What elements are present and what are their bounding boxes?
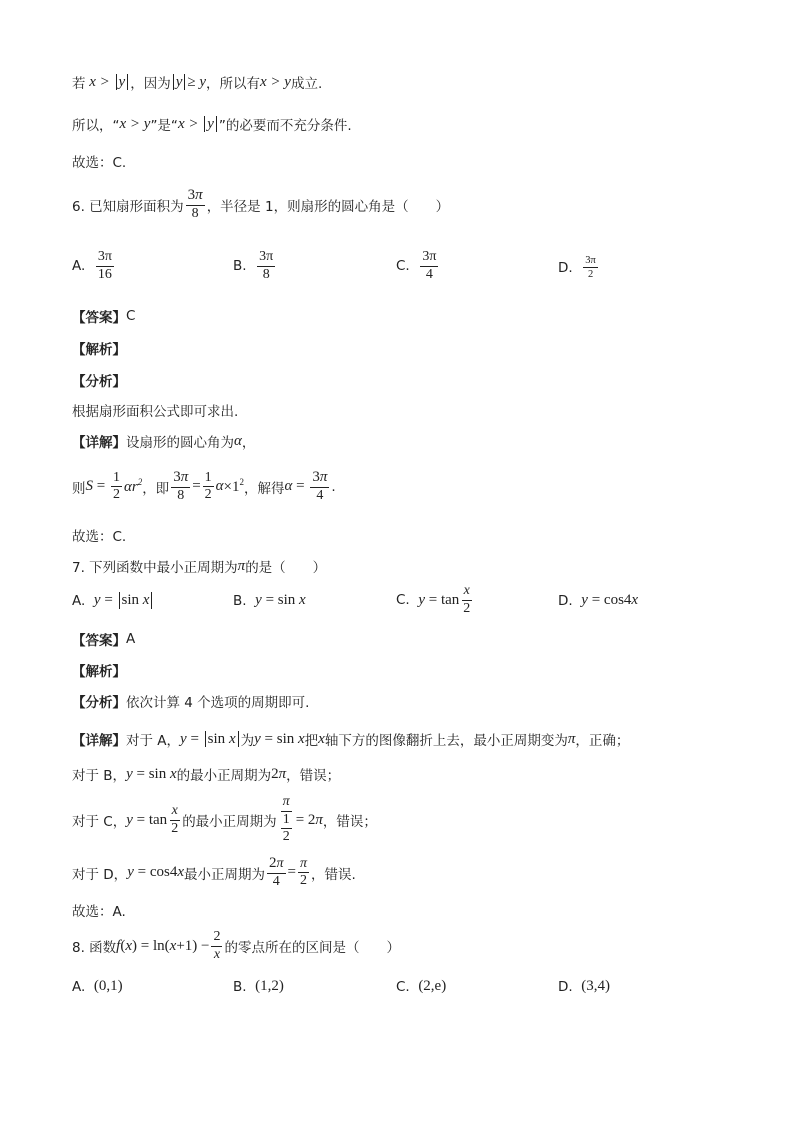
fraction-1-2: $\frac{1}{2}$ — [204, 469, 212, 503]
option-interval: (3,4) — [581, 978, 611, 994]
math-2pi: 2π — [271, 765, 287, 782]
q8-option-d — [558, 978, 610, 995]
option-interval: (0,1) — [93, 978, 123, 994]
option-label: C. — [396, 592, 410, 609]
answer-tag: 【答案】 — [72, 633, 126, 649]
intro-line-2 — [72, 114, 352, 134]
text: 对于 C， — [72, 814, 127, 831]
text: ， — [241, 435, 256, 451]
option-label: B. — [233, 592, 247, 609]
text: 故选：C. — [72, 155, 127, 171]
text: 对于 D， — [72, 866, 128, 883]
math-y-cos4x: y — [127, 864, 134, 881]
option-label: C. — [396, 258, 410, 275]
q6-fenxi — [72, 400, 238, 420]
text: 对于 B， — [72, 768, 127, 784]
text: ”是“ — [150, 118, 178, 134]
detail-tag: 【详解】 — [72, 733, 126, 749]
fraction-3pi-over-8: $\frac{3\pi}{8}$ — [187, 187, 203, 221]
q7-fenxi — [72, 691, 309, 711]
math-y-sinx: y — [254, 730, 261, 747]
math-x-gt-abs-y: x > y — [86, 74, 131, 91]
text: ，因为 — [130, 76, 171, 92]
text: 设扇形的圆心角为 — [126, 435, 234, 451]
math-y-abs-sinx: y — [180, 730, 187, 747]
q6-option-b — [233, 250, 277, 282]
math-alpha: α — [284, 478, 293, 495]
q7-detail-a: 【详解】 对于 A， y = sin x 为 y = sin x 把 x 轴下方的图像翻折上去，最小正周期变为 π ，正确； — [72, 730, 630, 749]
option-fraction: $\frac{3\pi}{2}$ — [585, 255, 596, 281]
q6-option-c — [396, 250, 440, 282]
fenxi-tag: 【分析】 — [72, 374, 126, 390]
option-label: A. — [72, 258, 86, 275]
text: 8. 函数 — [72, 940, 117, 957]
math-alpha-r2: $\alpha r^2$ — [123, 477, 143, 496]
fraction-2pi-over-4: $\frac{2\pi}{4}$ — [269, 855, 284, 889]
option-label: A. — [72, 592, 86, 609]
text: 为 — [240, 733, 255, 749]
answer-value: C — [126, 308, 136, 324]
fraction-2-over-x: $\frac{2}{x}$ — [213, 929, 221, 962]
option-label: C. — [396, 978, 410, 995]
q6-stem — [72, 188, 449, 221]
analysis-tag: 【解析】 — [72, 664, 126, 680]
option-label: A. — [72, 978, 86, 995]
text: ，解得 — [244, 480, 285, 497]
math-y-abs-sinx: y — [93, 592, 101, 608]
text: 把 — [304, 733, 319, 749]
q6-option-d — [558, 255, 600, 280]
q8-option-a — [72, 978, 123, 995]
q7-answer — [72, 629, 135, 649]
text: 故选：A. — [72, 904, 126, 920]
math-y-tan: y — [418, 591, 425, 608]
text: 6. 已知扇形面积为 — [72, 198, 184, 215]
q6-answer — [72, 306, 135, 326]
text: 的是（ ） — [245, 560, 327, 576]
fenxi-tag: 【分析】 — [72, 695, 126, 711]
q7-option-c: C. y = tan $\frac{x}{2}$ — [396, 583, 471, 616]
text: ，正确； — [575, 733, 630, 749]
q7-detail-b: 对于 B， y = sin x 的最小正周期为 2π ，错误； — [72, 765, 341, 784]
answer-value: A — [126, 631, 136, 647]
math-area-formula: S — [85, 478, 93, 495]
math-pi: π — [237, 557, 246, 574]
q7-stem — [72, 556, 326, 576]
math-alpha-times-1sq: α — [215, 478, 224, 495]
math-x-gt-abs-y: x > y — [178, 116, 219, 133]
option-interval: (1,2) — [255, 978, 284, 994]
q6-detail-1 — [72, 431, 255, 451]
text: 最小正周期为 — [184, 866, 265, 883]
q6-detail-2: 则 S = $\frac{1}{2}$ $\alpha r^2$ ，即 $\frac{3\pi}{8}$ = $\frac{1}{2}$ α $\times 1^2$ ，解得 α = $\frac{3\pi}{4}$ . — [72, 469, 336, 503]
text: 对于 A， — [126, 733, 181, 749]
q8-stem: 8. 函数 f (x) = ln(x+1) − $\frac{2}{x}$ 的零点所在的区间是（ ） — [72, 929, 400, 962]
text: . — [331, 478, 336, 495]
fraction-x-over-2: $\frac{x}{2}$ — [463, 583, 471, 616]
math-x: x — [318, 730, 325, 747]
text: 的最小正周期为 — [176, 768, 272, 784]
math-alpha: α — [234, 432, 242, 449]
text: 故选：C. — [72, 529, 127, 545]
option-label: D. — [558, 592, 573, 609]
text: 成立. — [290, 76, 323, 92]
text: 若 — [72, 76, 86, 92]
math-y-sinx: y — [126, 765, 133, 782]
answer-tag: 【答案】 — [72, 310, 126, 326]
analysis-tag: 【解析】 — [72, 342, 126, 358]
q8-option-b — [233, 978, 284, 995]
text: 的零点所在的区间是（ ） — [224, 940, 400, 957]
math-y-tan: y — [126, 811, 133, 828]
math-abs-y-ge-y: y ≥ y — [171, 74, 206, 91]
math-x-gt-y: x > y — [119, 115, 151, 132]
text: ，即 — [142, 480, 170, 497]
option-fraction: $\frac{3\pi}{8}$ — [259, 249, 274, 282]
text: 7. 下列函数中最小正周期为 — [72, 560, 238, 576]
q6-analysis-tag — [72, 338, 126, 358]
math-function-f: f — [116, 937, 121, 954]
option-fraction: $\frac{3\pi}{16}$ — [97, 249, 112, 282]
option-label: B. — [233, 258, 247, 275]
q8-option-c — [396, 978, 446, 995]
text: ，错误. — [311, 866, 356, 883]
text: 所以，“ — [72, 118, 120, 134]
option-label: B. — [233, 978, 247, 995]
text: 轴下方的图像翻折上去，最小正周期变为 — [324, 733, 568, 749]
option-label: D. — [558, 259, 573, 276]
fraction-x-over-2: $\frac{x}{2}$ — [171, 802, 179, 836]
q7-detail-c: 对于 C， y = tan $\frac{x}{2}$ 的最小正周期为 $\frac{\pi}{\frac{1}{2}}$ = 2π ，错误； — [72, 794, 377, 845]
q7-option-d: D. y = cos4x — [558, 592, 639, 609]
text: ，所以有 — [206, 76, 261, 92]
option-fraction: $\frac{3\pi}{4}$ — [422, 249, 437, 282]
intro-line-1 — [72, 72, 322, 92]
intro-line-3 — [72, 151, 126, 171]
q7-detail-d: 对于 D， y = cos4x 最小正周期为 $\frac{2\pi}{4}$ = $\frac{\pi}{2}$ ，错误. — [72, 855, 356, 889]
option-interval: (2,e) — [418, 978, 447, 994]
fraction-pi-over-half: $\frac{\pi}{\frac{1}{2}}$ — [282, 794, 290, 845]
q6-option-a — [72, 250, 116, 282]
detail-tag: 【详解】 — [72, 435, 126, 451]
math-y-sinx: y — [255, 592, 262, 608]
fraction-3pi-over-8: $\frac{3\pi}{8}$ — [173, 469, 189, 503]
text: ，错误； — [322, 814, 377, 831]
text: 根据扇形面积公式即可求出. — [72, 404, 239, 420]
fraction-1-2: $\frac{1}{2}$ — [112, 469, 120, 503]
math-x-gt-y: x > y — [260, 73, 291, 90]
text: 依次计算 4 个选项的周期即可. — [126, 695, 310, 711]
fraction-pi-over-2: $\frac{\pi}{2}$ — [299, 855, 307, 889]
text: 的最小正周期为 — [182, 814, 277, 831]
math-pi: π — [567, 730, 576, 747]
text: ，错误； — [286, 768, 341, 784]
option-label: D. — [558, 978, 573, 995]
q7-analysis-tag — [72, 660, 126, 680]
q7-option-a: A. y = sin x — [72, 592, 154, 609]
text: ，半径是 1，则扇形的圆心角是（ ） — [206, 198, 450, 215]
q6-choose — [72, 525, 126, 545]
q6-fenxi-tag — [72, 370, 126, 390]
fraction-3pi-over-4: $\frac{3\pi}{4}$ — [312, 469, 328, 503]
text: 则 — [72, 480, 86, 497]
q7-option-b: B. y = sin x — [233, 592, 306, 609]
q7-choose — [72, 900, 126, 920]
text: ”的必要而不充分条件. — [218, 118, 352, 134]
math-y-cos4x: y — [581, 592, 588, 608]
